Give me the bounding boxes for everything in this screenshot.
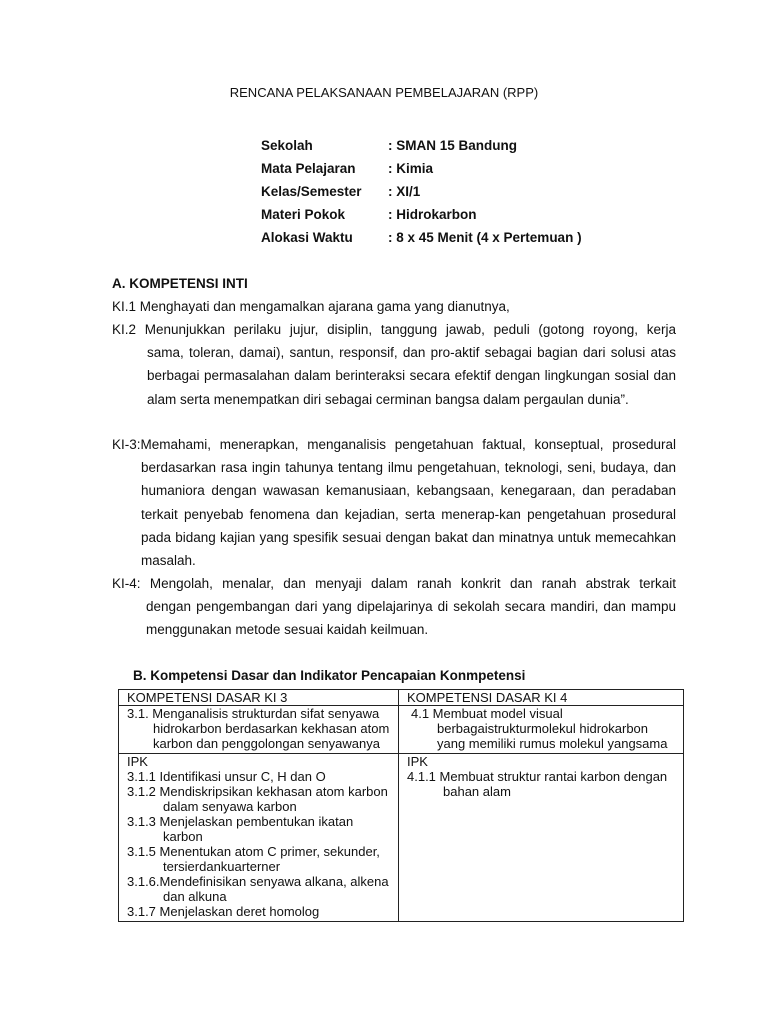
ki3-rest: berdasarkan rasa ingin tahunya tentang ilmu pengetahuan, teknologi, seni, budaya, dan humaniora dengan wawasan kemanusiaan, kebangsaan, kenegaraan, dan peradaban terkait penyebab fenomena dan kejadian, serta menerap-kan pengetahuan prosedural pada bidang kajian yang spesifik sesuai dengan bakat dan minatnya untuk memecahkan masalah. (141, 460, 676, 569)
info-label: Mata Pelajaran (261, 161, 356, 176)
info-label: Alokasi Waktu (261, 230, 353, 245)
kd3-text: 3.1. Menganalisis strukturdan sifat senyawa hidrokarbon berdasarkan kekhasan atom karbon dan penggolongan senyawanya (127, 706, 390, 751)
kd4-text: 4.1 Membuat model visual berbagaistrukturmolekul hidrokarbon yang memiliki rumus molekul yangsama (411, 706, 668, 751)
info-label: Kelas/Semester (261, 184, 362, 199)
ki4-first-line: KI-4: Mengolah, menalar, dan menyaji dalam ranah konkrit dan ranah abstrak terkait (112, 576, 676, 591)
info-value: : 8 x 45 Menit (4 x Pertemuan ) (388, 230, 582, 245)
col1-header: KOMPETENSI DASAR KI 3 (119, 690, 399, 706)
info-value: : XI/1 (388, 184, 421, 199)
info-label: Sekolah (261, 138, 313, 153)
col2-header: KOMPETENSI DASAR KI 4 (399, 690, 684, 706)
document-title: RENCANA PELAKSANAAN PEMBELAJARAN (RPP) (229, 85, 539, 100)
kd3-cell (119, 706, 399, 754)
ki1-line: KI.1 Menghayati dan mengamalkan ajarana gama yang dianutnya, (112, 299, 510, 314)
info-value: : SMAN 15 Bandung (388, 138, 518, 153)
ipk3-item: 3.1.3 Menjelaskan pembentukan ikatan karbon (127, 814, 354, 844)
ki3-first-line: KI-3:Memahami, menerapkan, menganalisis pengetahuan faktual, konseptual, prosedural (112, 437, 676, 452)
ki4-rest: dengan pengembangan dari yang dipelajarinya di sekolah secara mandiri, dan mampu menggunakan metode sesuai kaidah keilmuan. (146, 599, 676, 638)
ki4-text (112, 572, 676, 642)
info-value: : Kimia (388, 161, 434, 176)
info-value: : Hidrokarbon (388, 207, 477, 222)
info-label: Materi Pokok (261, 207, 346, 222)
table-header-row (119, 690, 684, 706)
kd4-cell (399, 706, 684, 754)
ki2-rest: sama, toleran, damai), santun, responsif, dan pro-aktif sebagai bagian dari solusi atas berbagai permasalahan dalam berinteraksi secara efektif dengan lingkungan sosial dan alam serta menempatkan diri sebagai cerminan bangsa dalam pergaulan dunia”. (147, 345, 676, 407)
ipk3-item: 3.1.2 Mendiskripsikan kekhasan atom karbon dalam senyawa karbon (127, 784, 388, 814)
ipk4-cell (399, 754, 684, 922)
ipk3-label: IPK (127, 754, 148, 769)
ipk3-cell (119, 754, 399, 922)
ipk4-item: 4.1.1 Membuat struktur rantai karbon dengan bahan alam (407, 769, 668, 799)
section-b-heading: B. Kompetensi Dasar dan Indikator Pencapaian Konmpetensi (133, 668, 526, 683)
ki2-first-line: KI.2 Menunjukkan perilaku jujur, disiplin, tanggung jawab, peduli (gotong royong, kerja (112, 322, 676, 337)
ki3-text (112, 433, 676, 572)
ipk4-label: IPK (407, 754, 428, 769)
ki2-text (112, 318, 676, 411)
ipk-row (119, 754, 684, 922)
ipk3-item: 3.1.6.Mendefinisikan senyawa alkana, alkena dan alkuna (127, 874, 389, 904)
kompetensi-table (118, 689, 684, 922)
ipk3-item: 3.1.7 Menjelaskan deret homolog (127, 904, 320, 919)
kd-row (119, 706, 684, 754)
ki1-text (112, 295, 676, 318)
ipk3-item: 3.1.5 Menentukan atom C primer, sekunder, tersierdankuarterner (127, 844, 380, 874)
ipk3-item: 3.1.1 Identifikasi unsur C, H dan O (127, 769, 326, 784)
section-a-heading: A. KOMPETENSI INTI (112, 276, 248, 291)
